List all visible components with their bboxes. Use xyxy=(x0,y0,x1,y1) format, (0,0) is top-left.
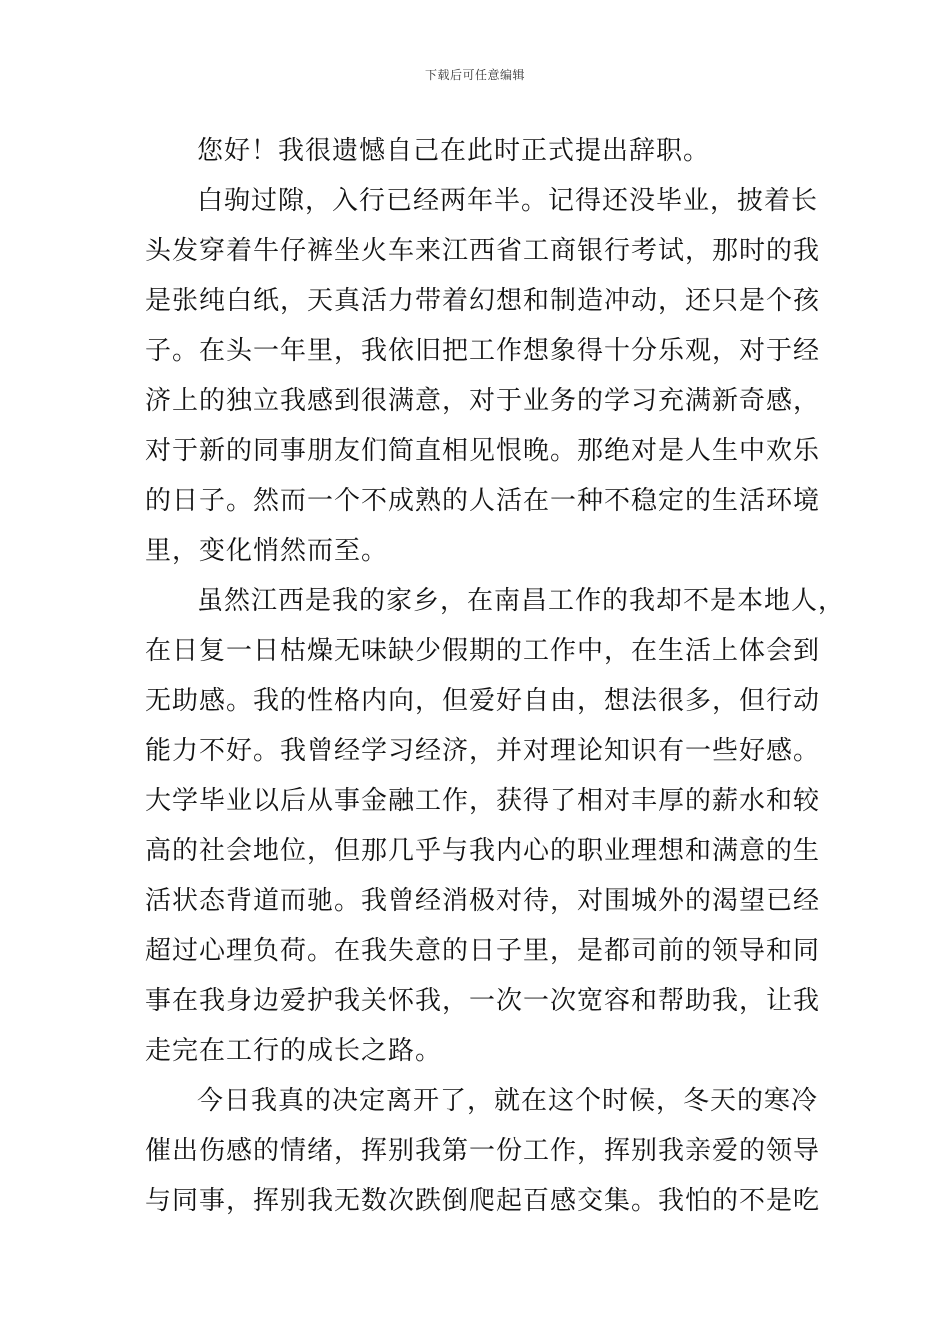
paragraph-line: 白驹过隙，入行已经两年半。记得还没毕业，披着长 xyxy=(197,186,819,216)
paragraph-line: 能力不好。我曾经学习经济，并对理论知识有一些好感。 xyxy=(145,736,821,766)
paragraph-line: 事在我身边爱护我关怀我，一次一次宽容和帮助我，让我 xyxy=(145,986,821,1016)
paragraph-line: 子。在头一年里，我依旧把工作想象得十分乐观，对于经 xyxy=(145,336,821,366)
paragraph-line: 超过心理负荷。在我失意的日子里，是都司前的领导和同 xyxy=(145,936,821,966)
paragraph-line: 济上的独立我感到很满意，对于业务的学习充满新奇感， xyxy=(145,386,821,416)
paragraph-line: 催出伤感的情绪，挥别我第一份工作，挥别我亲爱的领导 xyxy=(145,1136,821,1166)
paragraph-line: 大学毕业以后从事金融工作，获得了相对丰厚的薪水和较 xyxy=(145,786,821,816)
paragraph-line: 与同事，挥别我无数次跌倒爬起百感交集。我怕的不是吃 xyxy=(145,1186,821,1216)
paragraph-line: 的日子。然而一个不成熟的人活在一种不稳定的生活环境 xyxy=(145,486,821,516)
paragraph-line: 您好！我很遗憾自己在此时正式提出辞职。 xyxy=(197,136,711,166)
paragraph-line: 头发穿着牛仔裤坐火车来江西省工商银行考试，那时的我 xyxy=(145,236,821,266)
paragraph-line: 虽然江西是我的家乡，在南昌工作的我却不是本地人， xyxy=(197,586,846,616)
paragraph-line: 在日复一日枯燥无味缺少假期的工作中，在生活上体会到 xyxy=(145,636,821,666)
paragraph-line: 走完在工行的成长之路。 xyxy=(145,1036,443,1066)
paragraph-line: 里，变化悄然而至。 xyxy=(145,536,389,566)
paragraph-line: 今日我真的决定离开了，就在这个时候，冬天的寒冷 xyxy=(197,1086,819,1116)
paragraph-line: 高的社会地位，但那几乎与我内心的职业理想和满意的生 xyxy=(145,836,821,866)
paragraph-line: 无助感。我的性格内向，但爱好自由，想法很多，但行动 xyxy=(145,686,821,716)
paragraph-line: 是张纯白纸，天真活力带着幻想和制造冲动，还只是个孩 xyxy=(145,286,821,316)
paragraph-line: 活状态背道而驰。我曾经消极对待，对围城外的渴望已经 xyxy=(145,886,821,916)
paragraph-line: 对于新的同事朋友们简直相见恨晚。那绝对是人生中欢乐 xyxy=(145,436,821,466)
letter-body xyxy=(145,126,846,1226)
download-note: 下载后可任意编辑 xyxy=(424,68,525,82)
